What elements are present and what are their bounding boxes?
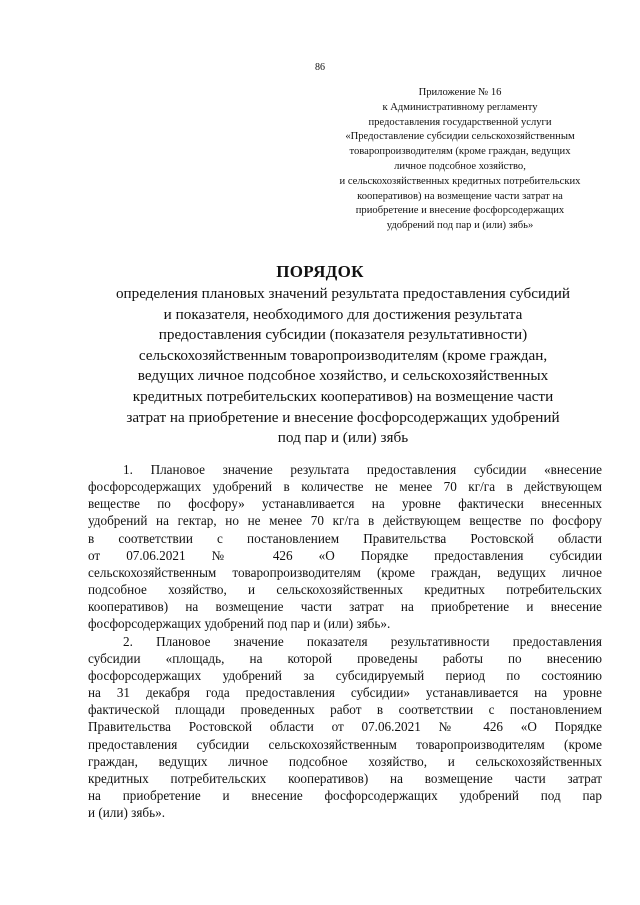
appendix-line: личное подсобное хозяйство, (394, 160, 526, 172)
subtitle-line: кредитных потребительских кооперативов) на возмещение части (132, 387, 554, 405)
document-title: ПОРЯДОК (276, 262, 364, 281)
paragraph-line: подсобное хозяйство, и сельскохозяйственных кредитных потребительских (88, 582, 602, 598)
subtitle-line: предоставления субсидии (показателя результативности) (158, 326, 528, 344)
paragraph-line: от 07.06.2021 № 426 «О Порядке предоставления субсидии (88, 547, 602, 563)
appendix-line: приобретение и внесение фосфорсодержащих (355, 205, 565, 217)
paragraph-line: и (или) зябь». (88, 805, 166, 821)
paragraph-line: фактической площади проведенных работ в соответствии с постановлением (88, 702, 602, 718)
paragraph-line: удобрений на гектар, но не менее 70 кг/га в действующем веществе по фосфору (88, 513, 602, 529)
appendix-line: и сельскохозяйственных кредитных потребительских (339, 175, 581, 187)
paragraph-line: в соответствии с постановлением Правительства Ростовской области (88, 530, 602, 546)
subtitle-line: ведущих личное подсобное хозяйство, и сельскохозяйственных (137, 367, 549, 385)
page-number: 86 (315, 62, 325, 73)
paragraph-2 (88, 633, 602, 822)
appendix-line: Приложение № 16 (418, 87, 502, 98)
subtitle-line: и показателя, необходимого для достижения результата (163, 305, 523, 323)
appendix-line: «Предоставление субсидии сельскохозяйственным (345, 131, 575, 143)
paragraph-line: граждан, ведущих личное подсобное хозяйство, и сельскохозяйственных (88, 753, 602, 769)
paragraph-line: фосфорсодержащих удобрений за субсидируемый период по состоянию (88, 667, 602, 683)
paragraph-line: фосфорсодержащих удобрений под пар и (или) зябь». (88, 616, 391, 632)
appendix-line: удобрений под пар и (или) зябь» (386, 220, 534, 232)
paragraph-line: фосфорсодержащих удобрений в количестве не менее 70 кг/га в действующем (88, 479, 602, 495)
paragraph-line: кредитных потребительских кооперативов) на возмещение части затрат (88, 770, 602, 786)
appendix-header (290, 86, 630, 234)
paragraph-line: на приобретение и внесение фосфорсодержащих удобрений под пар (88, 787, 602, 803)
appendix-line: к Административному регламенту (382, 101, 538, 113)
paragraph-line: веществе по фосфору» устанавливается на уровне фактически внесенных (88, 496, 602, 512)
subtitle-line: определения плановых значений результата предоставления субсидий (115, 285, 571, 302)
paragraph-line: 1. Плановое значение результата предоставления субсидии «внесение (123, 462, 602, 477)
appendix-line: предоставления государственной услуги (368, 116, 552, 128)
appendix-line: кооперативов) на возмещение части затрат на (357, 190, 563, 202)
paragraph-line: кооперативов) на возмещение части затрат на приобретение и внесение (88, 599, 602, 615)
paragraph-line: субсидии «площадь, на которой проведены работы по внесению (88, 650, 602, 666)
subtitle-line: затрат на приобретение и внесение фосфорсодержащих удобрений (126, 408, 560, 426)
paragraph-line: на 31 декабря года предоставления субсидии» устанавливается на уровне (88, 685, 602, 701)
body-text (88, 461, 602, 821)
subtitle-line: под пар и (или) зябь (277, 429, 409, 447)
subtitle-line: сельскохозяйственным товаропроизводителям (кроме граждан, (138, 346, 548, 364)
appendix-line: товаропроизводителям (кроме граждан, ведущих (349, 146, 571, 158)
paragraph-line: предоставления субсидии сельскохозяйственным товаропроизводителям (кроме (88, 736, 602, 752)
paragraph-1 (88, 461, 602, 633)
paragraph-line: сельскохозяйственным товаропроизводителям (кроме граждан, ведущих личное (88, 564, 602, 580)
paragraph-line: Правительства Ростовской области от 07.06.2021 № 426 «О Порядке (88, 719, 602, 735)
paragraph-line: 2. Плановое значение показателя результативности предоставления (123, 633, 602, 649)
document-subtitle (88, 284, 598, 449)
